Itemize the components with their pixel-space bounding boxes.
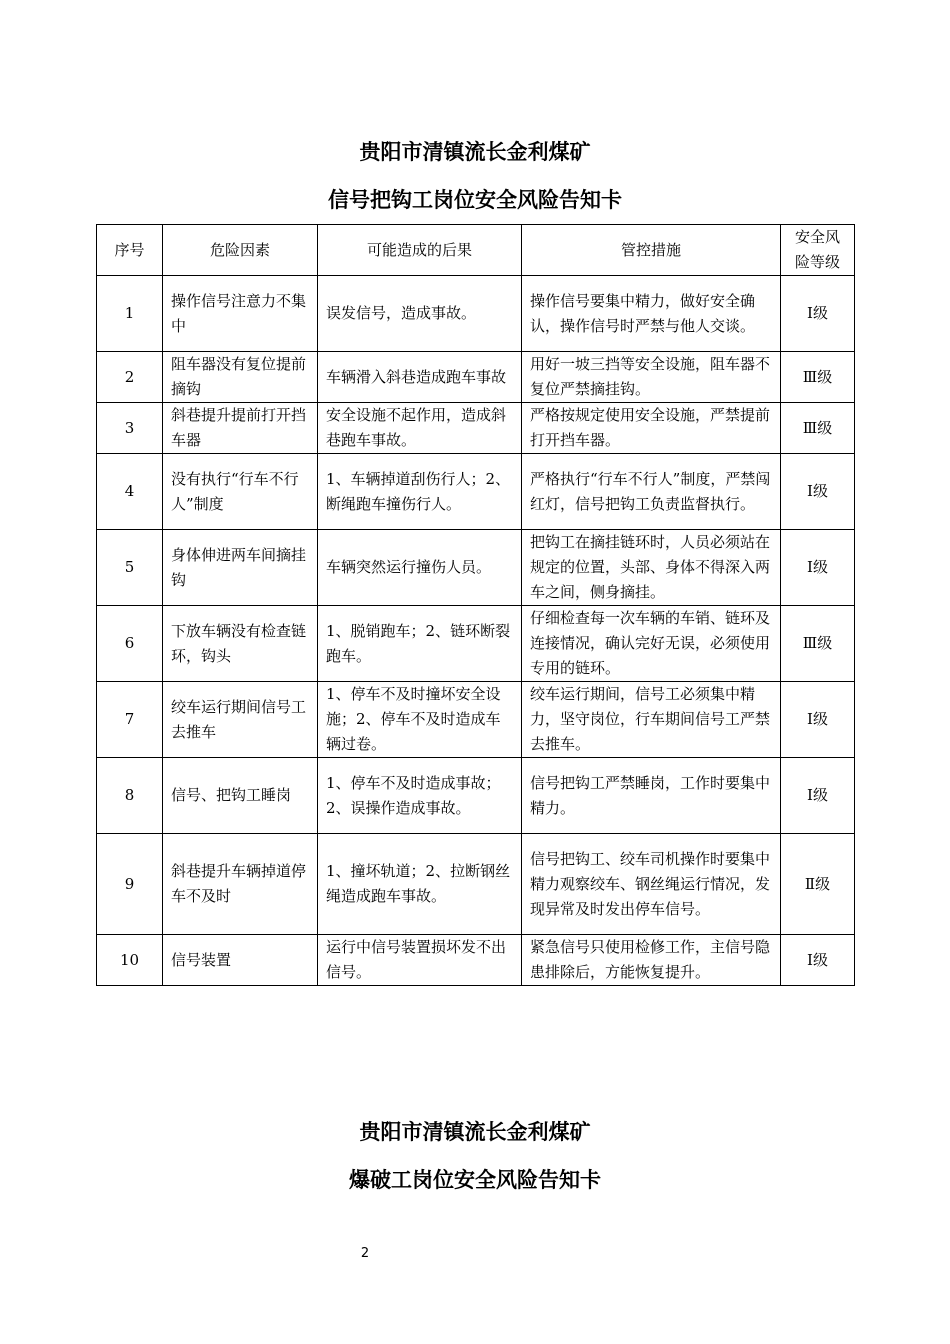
row-consequence: 1、脱销跑车；2、链环断裂跑车。: [318, 606, 522, 682]
card-title-2: 爆破工岗位安全风险告知卡: [349, 1168, 601, 1192]
row-hazard: 没有执行“行车不行人”制度: [163, 454, 318, 530]
row-measure: 绞车运行期间，信号工必须集中精力，坚守岗位，行车期间信号工严禁去推车。: [522, 682, 781, 758]
row-no: 1: [97, 276, 163, 352]
row-consequence: 安全设施不起作用，造成斜巷跑车事故。: [318, 403, 522, 454]
table-row: [97, 606, 855, 682]
row-consequence: 车辆滑入斜巷造成跑车事故: [318, 352, 522, 403]
row-consequence: 1、停车不及时撞坏安全设施；2、停车不及时造成车辆过卷。: [318, 682, 522, 758]
row-hazard: 绞车运行期间信号工去推车: [163, 682, 318, 758]
row-level: Ⅰ级: [781, 758, 855, 834]
row-consequence: 1、撞坏轨道；2、拉断钢丝绳造成跑车事故。: [318, 834, 522, 935]
table-row: [97, 403, 855, 454]
row-hazard: 操作信号注意力不集中: [163, 276, 318, 352]
row-no: 8: [97, 758, 163, 834]
header-hazard: 危险因素: [163, 225, 318, 276]
org-title: 贵阳市清镇流长金利煤矿: [359, 140, 591, 164]
row-level: Ⅰ级: [781, 276, 855, 352]
row-no: 3: [97, 403, 163, 454]
org-title-2: 贵阳市清镇流长金利煤矿: [359, 1120, 591, 1144]
table-header-row: [97, 225, 855, 276]
page-number: 2: [360, 1246, 370, 1261]
row-level: Ⅰ级: [781, 682, 855, 758]
row-no: 2: [97, 352, 163, 403]
row-hazard: 斜巷提升车辆掉道停车不及时: [163, 834, 318, 935]
row-no: 6: [97, 606, 163, 682]
row-level: Ⅲ级: [781, 352, 855, 403]
row-consequence: 误发信号，造成事故。: [318, 276, 522, 352]
row-level: Ⅰ级: [781, 935, 855, 986]
row-hazard: 斜巷提升提前打开挡车器: [163, 403, 318, 454]
table-row: [97, 352, 855, 403]
row-level: Ⅰ级: [781, 454, 855, 530]
table-row: [97, 454, 855, 530]
row-consequence: 1、车辆掉道刮伤行人；2、断绳跑车撞伤行人。: [318, 454, 522, 530]
row-consequence: 车辆突然运行撞伤人员。: [318, 530, 522, 606]
row-no: 7: [97, 682, 163, 758]
header-measure: 管控措施: [522, 225, 781, 276]
table-row: [97, 682, 855, 758]
row-no: 10: [97, 935, 163, 986]
row-measure: 把钩工在摘挂链环时，人员必须站在规定的位置，头部、身体不得深入两车之间，侧身摘挂。: [522, 530, 781, 606]
row-hazard: 信号、把钩工睡岗: [163, 758, 318, 834]
row-measure: 用好一坡三挡等安全设施，阻车器不复位严禁摘挂钩。: [522, 352, 781, 403]
row-measure: 操作信号要集中精力，做好安全确认，操作信号时严禁与他人交谈。: [522, 276, 781, 352]
row-level: Ⅲ级: [781, 403, 855, 454]
row-measure: 信号把钩工严禁睡岗，工作时要集中精力。: [522, 758, 781, 834]
table-row: [97, 530, 855, 606]
row-measure: 严格执行“行车不行人”制度，严禁闯红灯，信号把钩工负责监督执行。: [522, 454, 781, 530]
row-consequence: 运行中信号装置损坏发不出信号。: [318, 935, 522, 986]
card-title: 信号把钩工岗位安全风险告知卡: [328, 188, 622, 212]
row-no: 4: [97, 454, 163, 530]
table-row: [97, 758, 855, 834]
row-consequence: 1、停车不及时造成事故；2、误操作造成事故。: [318, 758, 522, 834]
row-hazard: 下放车辆没有检查链环，钩头: [163, 606, 318, 682]
row-level: Ⅱ级: [781, 834, 855, 935]
risk-table: [96, 224, 855, 986]
row-hazard: 身体伸进两车间摘挂钩: [163, 530, 318, 606]
header-level: 安全风险等级: [781, 225, 855, 276]
row-level: Ⅲ级: [781, 606, 855, 682]
row-hazard: 信号装置: [163, 935, 318, 986]
row-measure: 信号把钩工、绞车司机操作时要集中精力观察绞车、钢丝绳运行情况，发现异常及时发出停车信号。: [522, 834, 781, 935]
row-measure: 仔细检查每一次车辆的车销、链环及连接情况，确认完好无误，必须使用专用的链环。: [522, 606, 781, 682]
header-no: 序号: [97, 225, 163, 276]
row-hazard: 阻车器没有复位提前摘钩: [163, 352, 318, 403]
row-measure: 紧急信号只使用检修工作，主信号隐患排除后，方能恢复提升。: [522, 935, 781, 986]
row-no: 5: [97, 530, 163, 606]
row-no: 9: [97, 834, 163, 935]
table-row: [97, 935, 855, 986]
table-row: [97, 276, 855, 352]
row-level: Ⅰ级: [781, 530, 855, 606]
table-row: [97, 834, 855, 935]
row-measure: 严格按规定使用安全设施，严禁提前打开挡车器。: [522, 403, 781, 454]
header-consequence: 可能造成的后果: [318, 225, 522, 276]
